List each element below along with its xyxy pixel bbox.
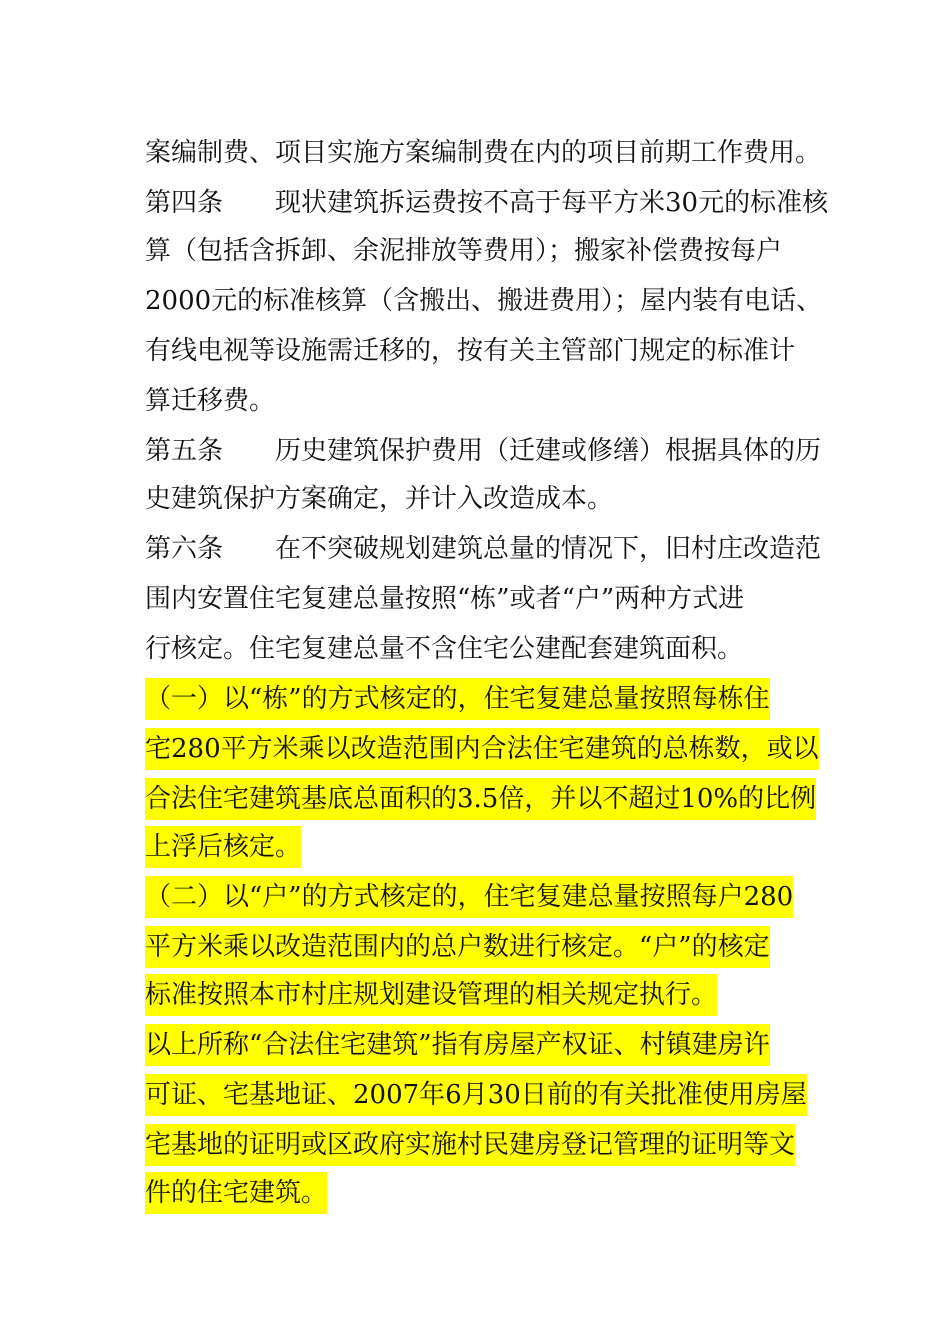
highlighted-line: 宅280平方米乘以改造范围内合法住宅建筑的总栋数，或以	[145, 724, 819, 774]
text-line: 史建筑保护方案确定，并计入改造成本。	[145, 484, 614, 514]
highlighted-line: 可证、宅基地证、2007年6月30日前的有关批准使用房屋	[145, 1070, 807, 1120]
highlighted-line: 以上所称“合法住宅建筑”指有房屋产权证、村镇建房许	[145, 1020, 770, 1070]
highlighted-line: 上浮后核定。	[145, 822, 301, 872]
highlighted-line: 平方米乘以改造范围内的总户数进行核定。“户”的核定	[145, 922, 770, 972]
article-5-line: 第五条 历史建筑保护费用（迁建或修缮）根据具体的历	[145, 436, 822, 466]
text-line: 行核定。住宅复建总量不含住宅公建配套建筑面积。	[145, 634, 744, 664]
highlighted-line: （一）以“栋”的方式核定的，住宅复建总量按照每栋住	[145, 674, 770, 724]
highlighted-line: （二）以“户”的方式核定的，住宅复建总量按照每户280	[145, 872, 793, 922]
text-line: 有线电视等设施需迁移的，按有关主管部门规定的标准计	[145, 336, 796, 366]
text-line: 算（包括含拆卸、余泥排放等费用）；搬家补偿费按每户	[145, 236, 783, 266]
text-line: 算迁移费。	[145, 386, 276, 416]
text-line: 案编制费、项目实施方案编制费在内的项目前期工作费用。	[145, 138, 822, 168]
text-line: 2000元的标准核算（含搬出、搬进费用）；屋内装有电话、	[145, 286, 823, 316]
highlighted-line: 宅基地的证明或区政府实施村民建房登记管理的证明等文	[145, 1120, 795, 1170]
highlighted-line: 合法住宅建筑基底总面积的3.5倍，并以不超过10%的比例	[145, 774, 816, 824]
text-line: 围内安置住宅复建总量按照“栋”或者“户”两种方式进	[145, 584, 745, 614]
highlighted-line: 标准按照本市村庄规划建设管理的相关规定执行。	[145, 970, 717, 1020]
highlighted-line: 件的住宅建筑。	[145, 1168, 327, 1218]
article-4-line: 第四条 现状建筑拆运费按不高于每平方米30元的标准核	[145, 188, 829, 218]
article-6-line: 第六条 在不突破规划建筑总量的情况下，旧村庄改造范	[145, 534, 822, 564]
